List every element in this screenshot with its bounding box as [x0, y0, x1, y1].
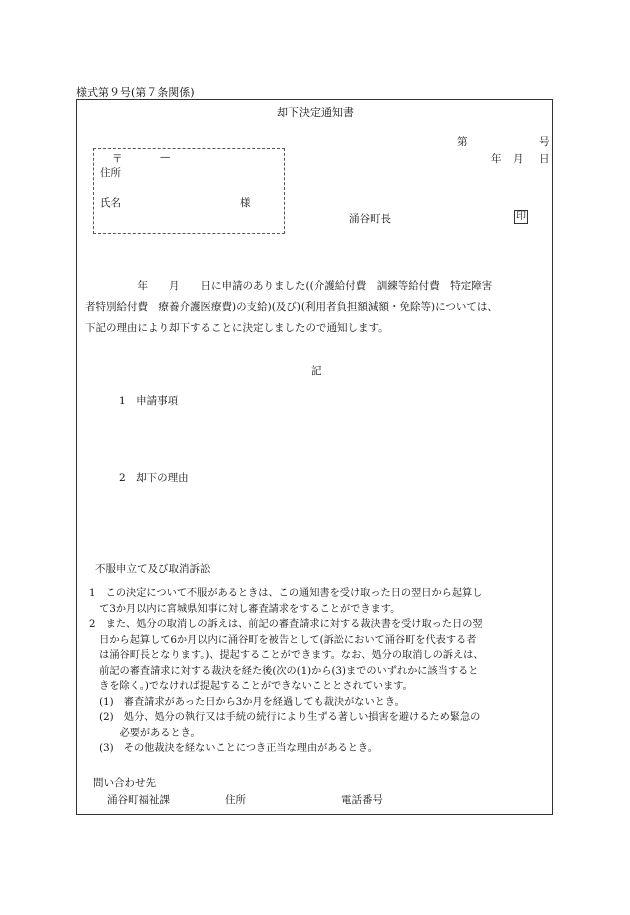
- notice-line: 日から起算して6か月以内に涌谷町を被告として(訴訟において涌谷町を代表する者: [89, 634, 477, 646]
- appeal-heading: 不服申立て及び取消訴訟: [95, 563, 211, 575]
- honorific: 様: [240, 197, 251, 209]
- name-label: 氏名: [100, 197, 121, 209]
- notice-line: は涌谷町長となります。)、提起することができます。なお、処分の取消しの訴えは、: [89, 650, 484, 661]
- issuer-title: 涌谷町長: [349, 213, 391, 225]
- address-label: 住所: [100, 167, 121, 179]
- notice-frame: [76, 99, 553, 815]
- date-year: 年: [491, 153, 502, 165]
- paragraph-line: 下記の理由により却下することに決定しましたので通知します。: [85, 322, 389, 334]
- date-month: 月: [513, 153, 524, 165]
- notice-line: (2) 処分、処分の執行又は手続の続行により生ずる著しい損害を避けるため緊急の: [89, 712, 481, 723]
- form-label: 様式第９号(第７条関係): [76, 86, 195, 99]
- date-day: 日: [539, 153, 550, 165]
- notice-line: (1) 審査請求があった日から3か月を経過しても裁決がないとき。: [89, 696, 405, 708]
- paragraph-line: 者特別給付費 療養介護医療費)の支給)(及び)(利用者負担額減額・免除等)については、: [85, 301, 498, 313]
- contact-phone-label: 電話番号: [341, 794, 383, 806]
- postal-mark: 〒: [112, 153, 123, 165]
- notice-line: 必要があるとき。: [89, 727, 201, 739]
- notice-line: (3) その他裁決を経ないことにつき正当な理由があるとき。: [89, 743, 378, 754]
- seal-mark: 印: [516, 211, 526, 222]
- document-title: 却下決定通知書: [277, 106, 354, 119]
- notice-line: 前記の審査請求に対する裁決を経た後(次の(1)から(3)までのいずれかに該当すると: [89, 665, 479, 677]
- item-reason: 2 却下の理由: [119, 472, 189, 484]
- contact-department: 涌谷町福祉課: [107, 794, 170, 806]
- address-window: [93, 148, 285, 234]
- postal-dash: —: [160, 151, 171, 163]
- appeal-notice: [89, 586, 545, 757]
- item-request: 1 申請事項: [119, 395, 179, 407]
- notice-line: きを除く。)でなければ提起することができないこととされています。: [89, 681, 413, 692]
- decision-paragraph: [85, 276, 550, 339]
- doc-number-suffix: 号: [539, 136, 550, 148]
- notice-line: て3か月以内に宮城県知事に対し審査請求をすることができます。: [89, 603, 401, 615]
- paragraph-line: 年 月 日に申請のありました((介護給付費 訓練等給付費 特定障害: [85, 280, 493, 292]
- notice-line: 1 この決定について不服があるときは、この通知書を受け取った日の翌日から起算し: [89, 588, 483, 599]
- notice-line: 2 また、処分の取消しの訴えは、前記の審査請求に対する裁決書を受け取った日の翌: [89, 619, 483, 630]
- ki-heading: 記: [311, 365, 322, 377]
- doc-number-prefix: 第: [457, 136, 468, 148]
- contact-heading: 問い合わせ先: [93, 777, 156, 789]
- contact-address-label: 住所: [225, 794, 246, 806]
